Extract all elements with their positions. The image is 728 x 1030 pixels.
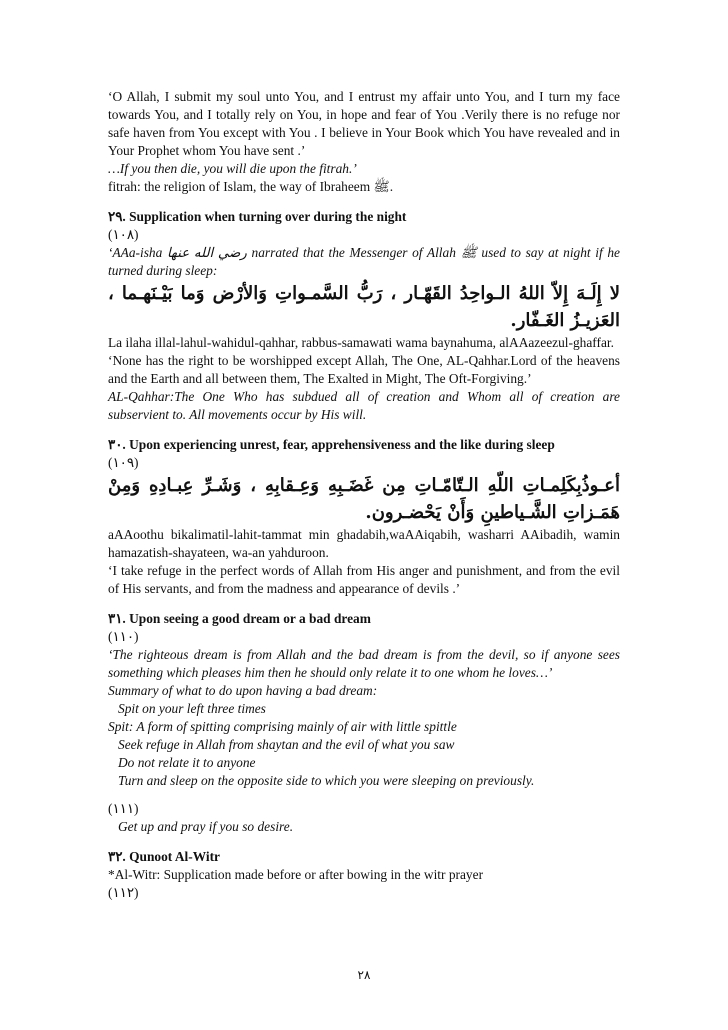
section-30-transliteration: aAAoothu bikalimatil-lahit-tammat min ghadabih,waAAiqabih, washarri AAibadih, wamin hamazatish-shayateen, wa-an yahduroon. bbox=[108, 527, 620, 560]
section-31-ref: (١١٠) bbox=[108, 629, 139, 644]
intro-continuation: …If you then die, you will die upon the fitrah.’ bbox=[108, 161, 357, 176]
section-29-translation: ‘None has the right to be worshipped except Allah, The One, AL-Qahhar.Lord of the heavens and the Earth and all between them, The Exalted in Might, The Oft-Forgiving.’ bbox=[108, 353, 620, 386]
section-32-heading: ٣٢. Qunoot Al-Witr bbox=[108, 849, 220, 864]
section-31-summary-title: Summary of what to do upon having a bad dream: bbox=[108, 683, 378, 698]
section-30-heading: ٣٠. Upon experiencing unrest, fear, apprehensiveness and the like during sleep bbox=[108, 437, 555, 452]
section-29-ref: (١٠٨) bbox=[108, 227, 139, 242]
section-30-translation: ‘I take refuge in the perfect words of Allah from His anger and punishment, and from the evil of His servants, and from the madness and appearance of devils .’ bbox=[108, 563, 620, 596]
section-32-note: *Al-Witr: Supplication made before or after bowing in the witr prayer bbox=[108, 867, 484, 882]
section-31-item-4: Turn and sleep on the opposite side to which you were sleeping on previously. bbox=[118, 773, 535, 788]
section-31-item-2: Seek refuge in Allah from shaytan and the evil of what you saw bbox=[118, 737, 455, 752]
section-32-ref: (١١٢) bbox=[108, 885, 139, 900]
section-29-narration: ‘AAa-isha رضي الله عنها narrated that the Messenger of Allah ﷺ used to say at night if he turned during sleep: bbox=[108, 245, 620, 278]
intro-note: fitrah: the religion of Islam, the way of Ibraheem ﷺ. bbox=[108, 179, 394, 194]
section-30-ref: (١٠٩) bbox=[108, 455, 139, 470]
section-29-heading: ٢٩. Supplication when turning over during the night bbox=[108, 209, 407, 224]
section-29-note: AL-Qahhar:The One Who has subdued all of creation and Whom all of creation are subservient to. All movements occur by His will. bbox=[108, 389, 620, 422]
document-page bbox=[108, 88, 620, 902]
section-31-item-1: Spit on your left three times bbox=[118, 701, 266, 716]
section-31-item-3: Do not relate it to anyone bbox=[118, 755, 256, 770]
section-31-text: ‘The righteous dream is from Allah and the bad dream is from the devil, so if anyone sees something which pleases him then he should only relate it to one whom he loves…’ bbox=[108, 647, 620, 680]
intro-translation: ‘O Allah, I submit my soul unto You, and I entrust my affair unto You, and I turn my face towards You, and I totally rely on You, in hope and fear of You .Verily there is no refuge nor safe haven from You except with You . I believe in Your Book which You have revealed and in Your Prophet whom You have sent .’ bbox=[108, 89, 620, 158]
section-31-spit-note: Spit: A form of spitting comprising mainly of air with little spittle bbox=[108, 719, 457, 734]
section-31-item-5: Get up and pray if you so desire. bbox=[118, 819, 294, 834]
section-31-heading: ٣١. Upon seeing a good dream or a bad dream bbox=[108, 611, 371, 626]
page-number: ٢٨ bbox=[357, 968, 371, 982]
section-31-ref-2: (١١١) bbox=[108, 801, 139, 816]
section-30-arabic: أعـوذُبِكَلِمـاتِ اللّهِ الـتّامّـاتِ مِن غَضَـبِهِ وَعِـقابِهِ ، وَشَـرِّ عِبـادِهِ وَمِنْ هَمَـزاتِ الشَّـياطينِ وَأَنْ يَحْضـرون. bbox=[108, 475, 620, 523]
section-29-arabic: لا إِلَـهَ إِلاّ اللهُ الـواحِدُ القَهّـار ، رَبُّ السَّمـواتِ وَالأرْض وَما بَيْـنَهـما ، العَزيـزُ الغَـفّار. bbox=[108, 283, 620, 331]
section-29-transliteration: La ilaha illal-lahul-wahidul-qahhar, rabbus-samawati wama baynahuma, alAAazeezul-ghaffar. bbox=[108, 335, 614, 350]
